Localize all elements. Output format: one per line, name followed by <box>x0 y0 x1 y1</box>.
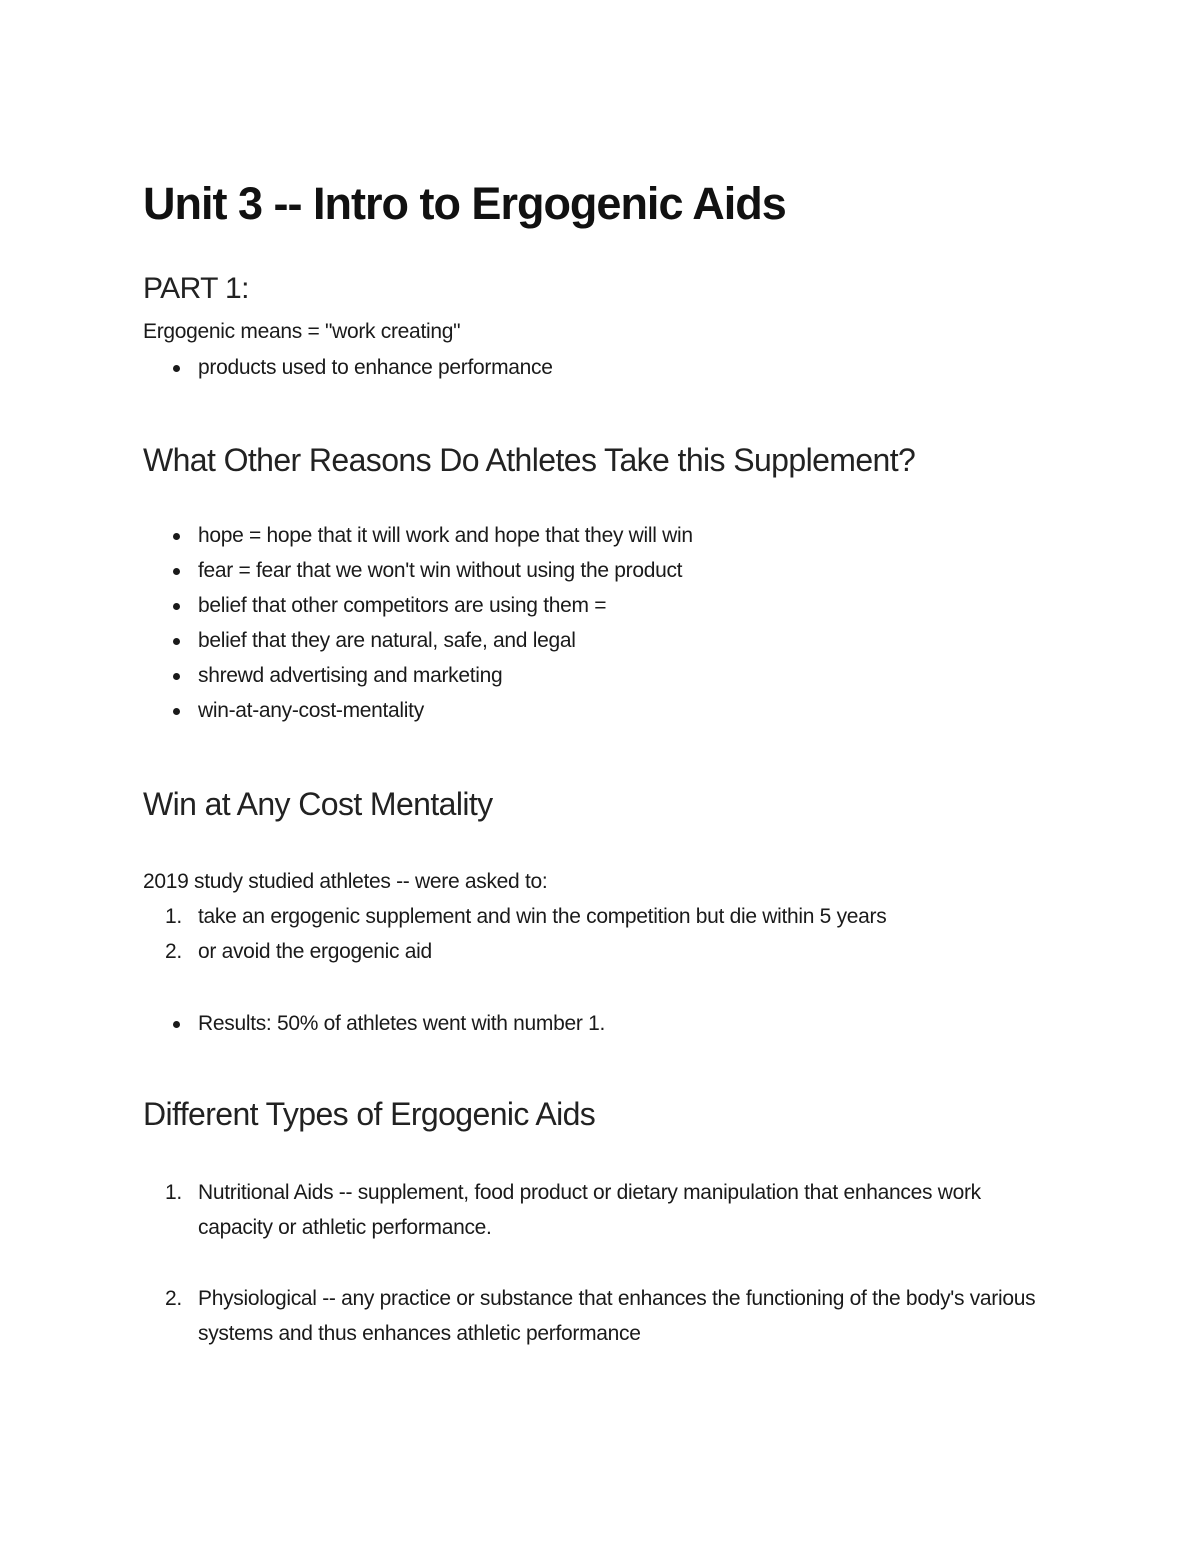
types-list <box>143 1175 1058 1351</box>
mentality-intro: 2019 study studied athletes -- were asked to: <box>143 870 548 893</box>
list-item: Results: 50% of athletes went with number 1. <box>143 1006 605 1041</box>
bullet-icon <box>173 568 180 575</box>
list-item: products used to enhance performance <box>143 350 553 385</box>
list-item: hope = hope that it will work and hope that they will win <box>143 518 693 553</box>
list-item: belief that they are natural, safe, and legal <box>143 623 693 658</box>
mentality-options-list <box>143 899 886 969</box>
bullet-icon <box>173 533 180 540</box>
list-item: fear = fear that we won't win without using the product <box>143 553 693 588</box>
types-heading: Different Types of Ergogenic Aids <box>143 1096 596 1132</box>
ergogenic-definition: Ergogenic means = "work creating" <box>143 320 461 343</box>
list-item: 2. or avoid the ergogenic aid <box>165 940 432 963</box>
bullet-icon <box>173 603 180 610</box>
list-item: 2. Physiological -- any practice or substance that enhances the functioning of the body's various systems and thus enhances athletic performance <box>165 1287 1036 1345</box>
list-item: 1. take an ergogenic supplement and win the competition but die within 5 years <box>165 905 887 928</box>
bullet-icon <box>173 1021 180 1028</box>
bullet-icon <box>173 365 180 372</box>
part1-heading: PART 1: <box>143 272 249 305</box>
list-item: belief that other competitors are using them = <box>143 588 693 623</box>
list-item: 1. Nutritional Aids -- supplement, food product or dietary manipulation that enhances work capacity or athletic performance. <box>165 1181 981 1239</box>
mentality-heading: Win at Any Cost Mentality <box>143 786 493 822</box>
bullet-icon <box>173 673 180 680</box>
results-bullet-list <box>143 1006 605 1041</box>
reasons-heading: What Other Reasons Do Athletes Take this Supplement? <box>143 442 916 478</box>
bullet-icon <box>173 638 180 645</box>
reasons-bullet-list <box>143 518 693 728</box>
list-item: shrewd advertising and marketing <box>143 658 693 693</box>
bullet-icon <box>173 708 180 715</box>
list-item: win-at-any-cost-mentality <box>143 693 693 728</box>
page-title: Unit 3 -- Intro to Ergogenic Aids <box>143 178 786 229</box>
part1-bullet-list <box>143 350 553 385</box>
